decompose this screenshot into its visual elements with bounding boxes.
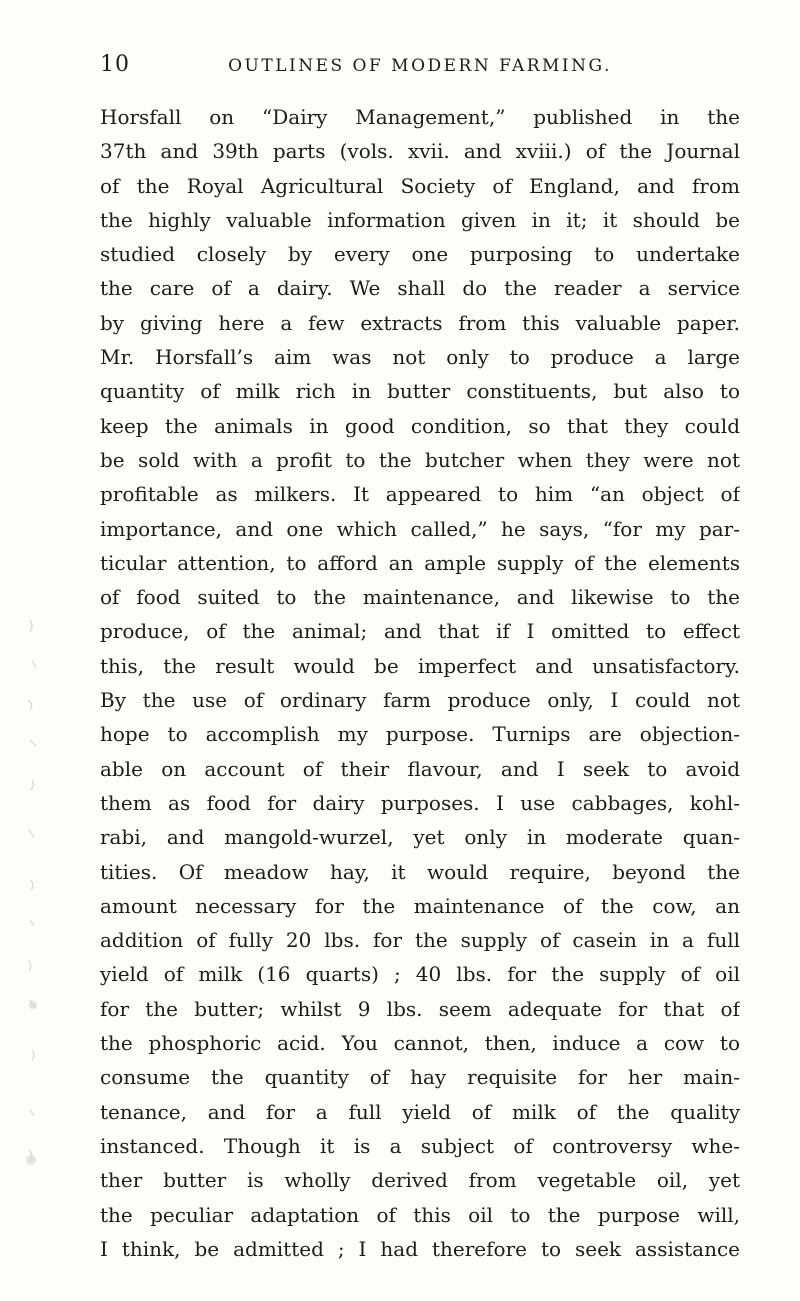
text-line: 37th and 39th parts (vols. xvii. and xviii.) of the Journal — [100, 139, 740, 164]
text-line: tenance, and for a full yield of milk of the quality — [100, 1099, 740, 1124]
text-line: by giving here a few extracts from this valuable paper. — [100, 310, 740, 335]
text-line: quantity of milk rich in butter constituents, but also to — [100, 379, 740, 404]
text-line: of food suited to the maintenance, and likewise to the — [100, 585, 740, 610]
text-line: profitable as milkers. It appeared to him “an object of — [100, 482, 740, 507]
running-title: OUTLINES OF MODERN FARMING. — [228, 56, 612, 76]
text-line: be sold with a profit to the butcher when they were not — [100, 447, 740, 472]
text-line: I think, be admitted ; I had therefore to seek assistance — [100, 1236, 740, 1261]
text-line: consume the quantity of hay requisite for her main- — [100, 1065, 740, 1090]
text-line: addition of fully 20 lbs. for the supply of casein in a full — [100, 928, 740, 953]
text-line: produce, of the animal; and that if I omitted to effect — [100, 619, 740, 644]
text-line: the highly valuable information given in it; it should be — [100, 207, 740, 232]
text-line: instanced. Though it is a subject of controversy whe- — [100, 1133, 740, 1158]
text-line: the care of a dairy. We shall do the reader a service — [100, 276, 740, 301]
text-line: them as food for dairy purposes. I use cabbages, kohl- — [100, 790, 740, 815]
text-line: able on account of their flavour, and I seek to avoid — [100, 756, 740, 781]
text-line: ther butter is wholly derived from vegetable oil, yet — [100, 1168, 740, 1193]
text-line: Horsfall on “Dairy Management,” published in the — [100, 105, 740, 129]
text-line: amount necessary for the maintenance of the cow, an — [100, 893, 740, 918]
text-line: for the butter; whilst 9 lbs. seem adequate for that of — [100, 996, 740, 1021]
text-line: hope to accomplish my purpose. Turnips are objection- — [100, 722, 740, 747]
running-head — [100, 52, 740, 82]
body-text — [100, 100, 740, 1266]
text-line: importance, and one which called,” he says, “for my par- — [100, 516, 740, 541]
text-line: keep the animals in good condition, so that they could — [100, 413, 740, 438]
text-line: of the Royal Agricultural Society of England, and from — [100, 173, 740, 198]
text-line: this, the result would be imperfect and unsatisfactory. — [100, 653, 740, 678]
text-line: rabi, and mangold-wurzel, yet only in moderate quan- — [100, 825, 740, 850]
text-line: ticular attention, to afford an ample supply of the elements — [100, 550, 740, 575]
page-number: 10 — [100, 52, 130, 77]
text-line: Mr. Horsfall’s aim was not only to produce a large — [100, 345, 740, 370]
text-line: By the use of ordinary farm produce only, I could not — [100, 688, 740, 713]
text-line: yield of milk (16 quarts) ; 40 lbs. for the supply of oil — [100, 962, 740, 987]
text-line: the peculiar adaptation of this oil to the purpose will, — [100, 1202, 740, 1227]
text-line: the phosphoric acid. You cannot, then, induce a cow to — [100, 1031, 740, 1056]
text-line: tities. Of meadow hay, it would require, beyond the — [100, 859, 740, 884]
text-line: studied closely by every one purposing to undertake — [100, 242, 740, 267]
